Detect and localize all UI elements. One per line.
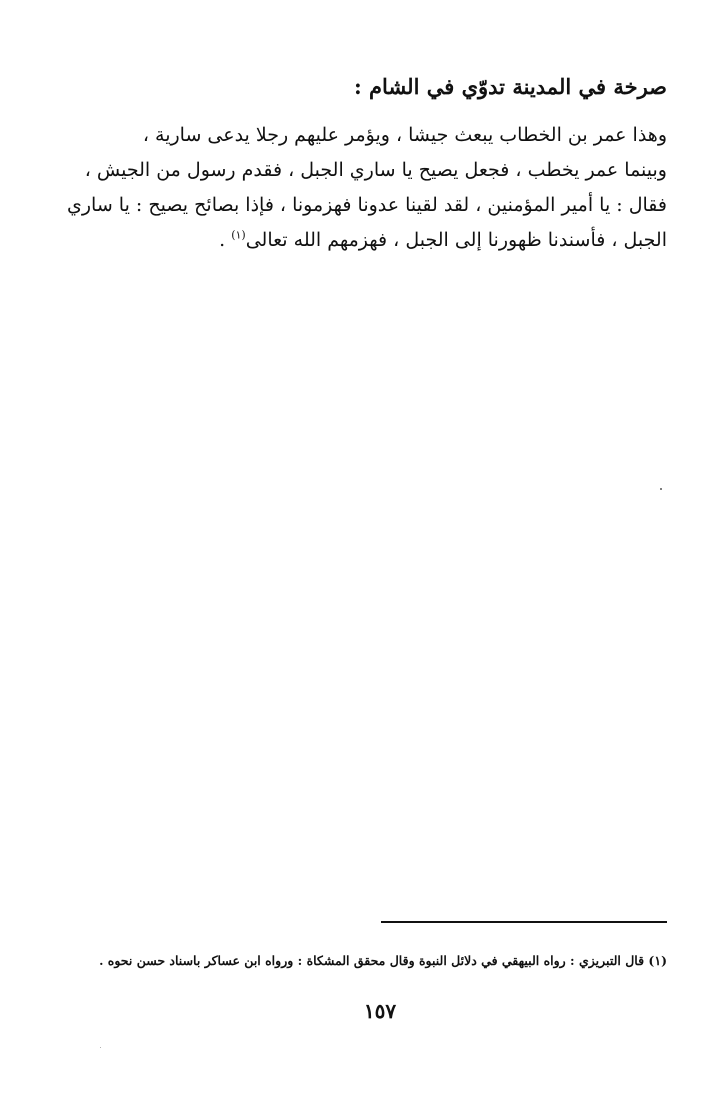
- paragraph: [66, 118, 667, 258]
- section-heading: صرخة في المدينة تدوّي في الشام :: [353, 74, 667, 99]
- scan-speck: [660, 488, 662, 490]
- footnote-separator: [381, 921, 667, 923]
- scan-speck: [100, 1047, 101, 1048]
- paragraph-line-4: [107, 223, 667, 258]
- paragraph-line-2: وبينما عمر يخطب ، فجعل يصيح يا ساري الجبل ، فقدم رسول من الجيش ،: [84, 159, 667, 181]
- footnote-reference: (١): [231, 228, 246, 242]
- page-number: ١٥٧: [363, 999, 397, 1023]
- paragraph-line-4-text: الجبل ، فأسندنا ظهورنا إلى الجبل ، فهزمهم الله تعالى: [245, 229, 667, 251]
- paragraph-line-1: وهذا عمر بن الخطاب يبعث جيشا ، ويؤمر عليهم رجلا يدعى سارية ،: [142, 124, 667, 146]
- footnote: (١) قال التبريزي : رواه البيهقي في دلائل النبوة وقال محقق المشكاة : ورواه ابن عساكر باسناد حسن نحوه .: [99, 953, 667, 968]
- paragraph-end-punctuation: .: [219, 229, 232, 251]
- paragraph-line-3: فقال : يا أمير المؤمنين ، لقد لقينا عدونا فهزمونا ، فإذا بصائح يصيح : يا ساري: [66, 194, 667, 216]
